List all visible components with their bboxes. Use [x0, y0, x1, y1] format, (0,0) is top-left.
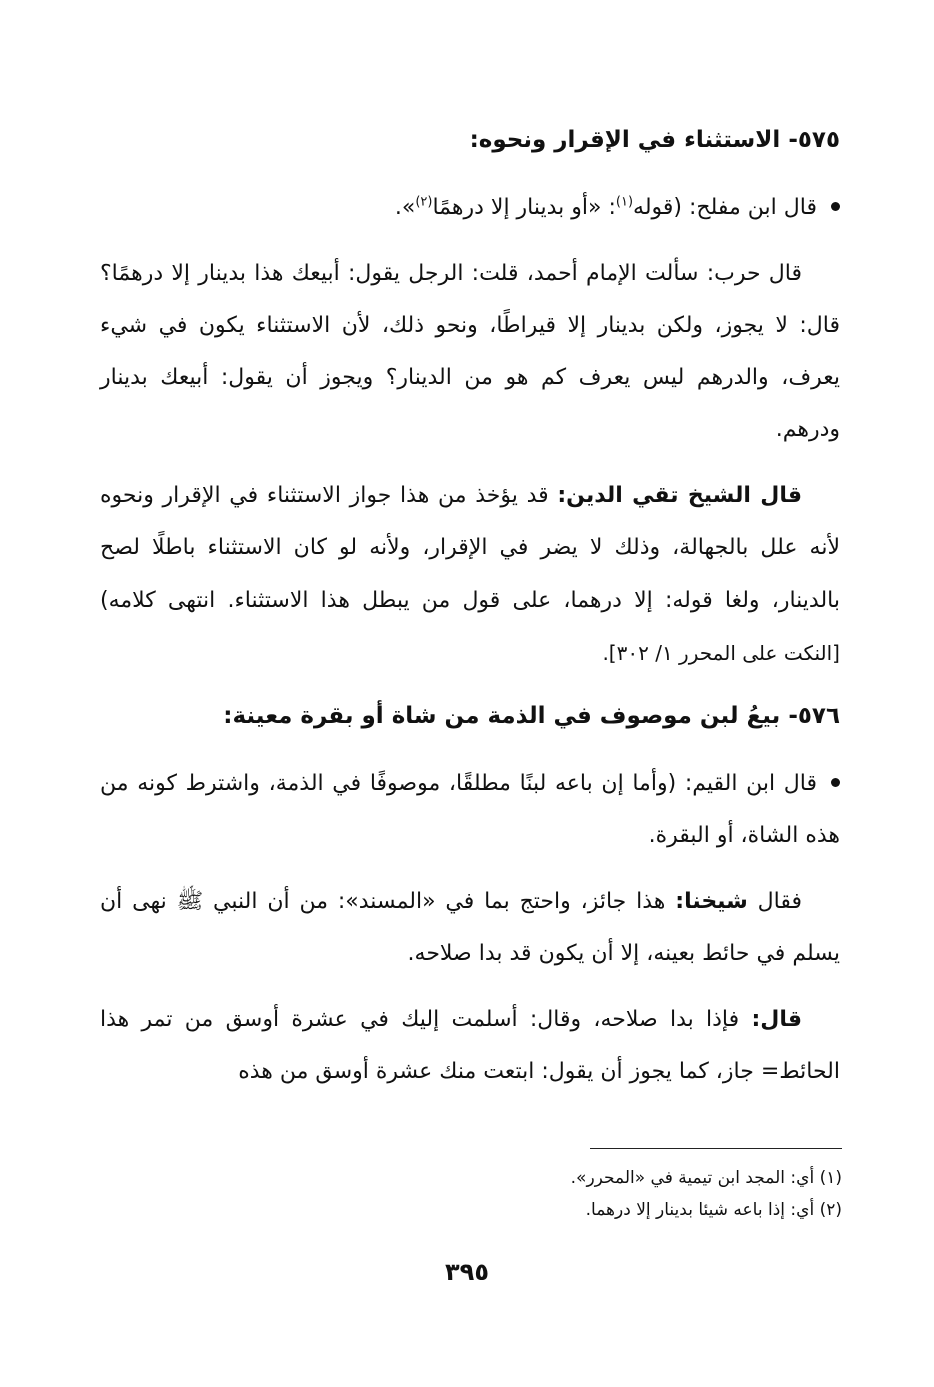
paragraph-harb: قال حرب: سألت الإمام أحمد، قلت: الرجل يقول: أبيعك هذا بدينار إلا درهمًا؟ قال: لا يجوز، ولكن بدينار إلا قيراطًا، ونحو ذلك، لأن الاستثناء يكون في شيء يعرف، والدرهم ليس يعرف كم هو من الدينار؟ ويجوز أن يقول: أبيعك بدينار ودرهم.: [100, 261, 840, 442]
bullet-icon: [831, 202, 840, 211]
paragraph-text: ».: [394, 195, 416, 220]
footnote-2: [102, 1194, 842, 1226]
section-heading-575: ٥٧٥- الاستثناء في الإقرار ونحوه:: [469, 127, 840, 153]
footnote-marker-1[interactable]: (١): [615, 194, 634, 210]
paragraph-ibn-muflih: [100, 182, 840, 234]
footnotes: [102, 1162, 842, 1226]
paragraph-text: فقال: [747, 889, 802, 914]
footnote-number: (١): [819, 1168, 842, 1188]
page-body: [100, 118, 840, 1112]
paragraph-text: قال ابن القيم: (وأما إن باعه لبنًا مطلقًا، موصوفًا في الذمة، واشترط كونه من هذه الشاة، أو البقرة.: [100, 771, 840, 848]
paragraph-text: قال ابن مفلح: (قوله: [633, 195, 817, 220]
paragraph-ibn-alqayyim: [100, 758, 840, 862]
paragraph-text: قد يؤخذ من هذا جواز الاستثناء في الإقرار ونحوه لأنه علل بالجهالة، وذلك لا يضر في الإقرار، ولأنه لو كان الاستثناء باطلًا لصح بالدينار، ولغا قوله: إلا درهما، على قول من يبطل هذا الاستثناء. انتهى كلامه): [100, 483, 840, 613]
paragraph-text: فإذا بدا صلاحه، وقال: أسلمت إليك في عشرة أوسق من تمر هذا الحائط= جاز، كما يجوز أن يقول: ابتعت منك عشرة أوسق من هذه: [100, 1007, 840, 1084]
page-number: ٣٩٥: [445, 1258, 489, 1286]
paragraph-text: هذا جائز، واحتج بما في «المسند»: من أن النبي ﷺ نهى أن يسلم في حائط بعينه، إلا أن يكون قد بدا صلاحه.: [100, 889, 840, 966]
footnote-number: (٢): [819, 1200, 842, 1220]
paragraph-lead: قال الشيخ تقي الدين:: [557, 483, 802, 508]
paragraph-taqi-aldin: [100, 470, 840, 680]
footnote-text: أي: إذا باعه شيئا بدينار إلا درهما.: [585, 1200, 815, 1220]
footnote-divider: [590, 1148, 842, 1149]
footnote-marker-2[interactable]: (٢): [415, 194, 433, 210]
paragraph-lead: قال:: [751, 1007, 802, 1032]
footnote-1: [102, 1162, 842, 1194]
paragraph-qala: [100, 994, 840, 1098]
footnote-text: أي: المجد ابن تيمية في «المحرر».: [570, 1168, 815, 1188]
paragraph-shaykhuna: [100, 876, 840, 980]
source-reference: [النكت على المحرر ١/ ٣٠٢].: [602, 641, 840, 665]
paragraph-lead: شيخنا:: [675, 889, 748, 914]
bullet-icon: [831, 778, 840, 787]
paragraph-text: : «أو بدينار إلا درهمًا: [432, 195, 616, 220]
section-heading-576: ٥٧٦- بيعُ لبن موصوف في الذمة من شاة أو بقرة معينة:: [223, 703, 840, 729]
